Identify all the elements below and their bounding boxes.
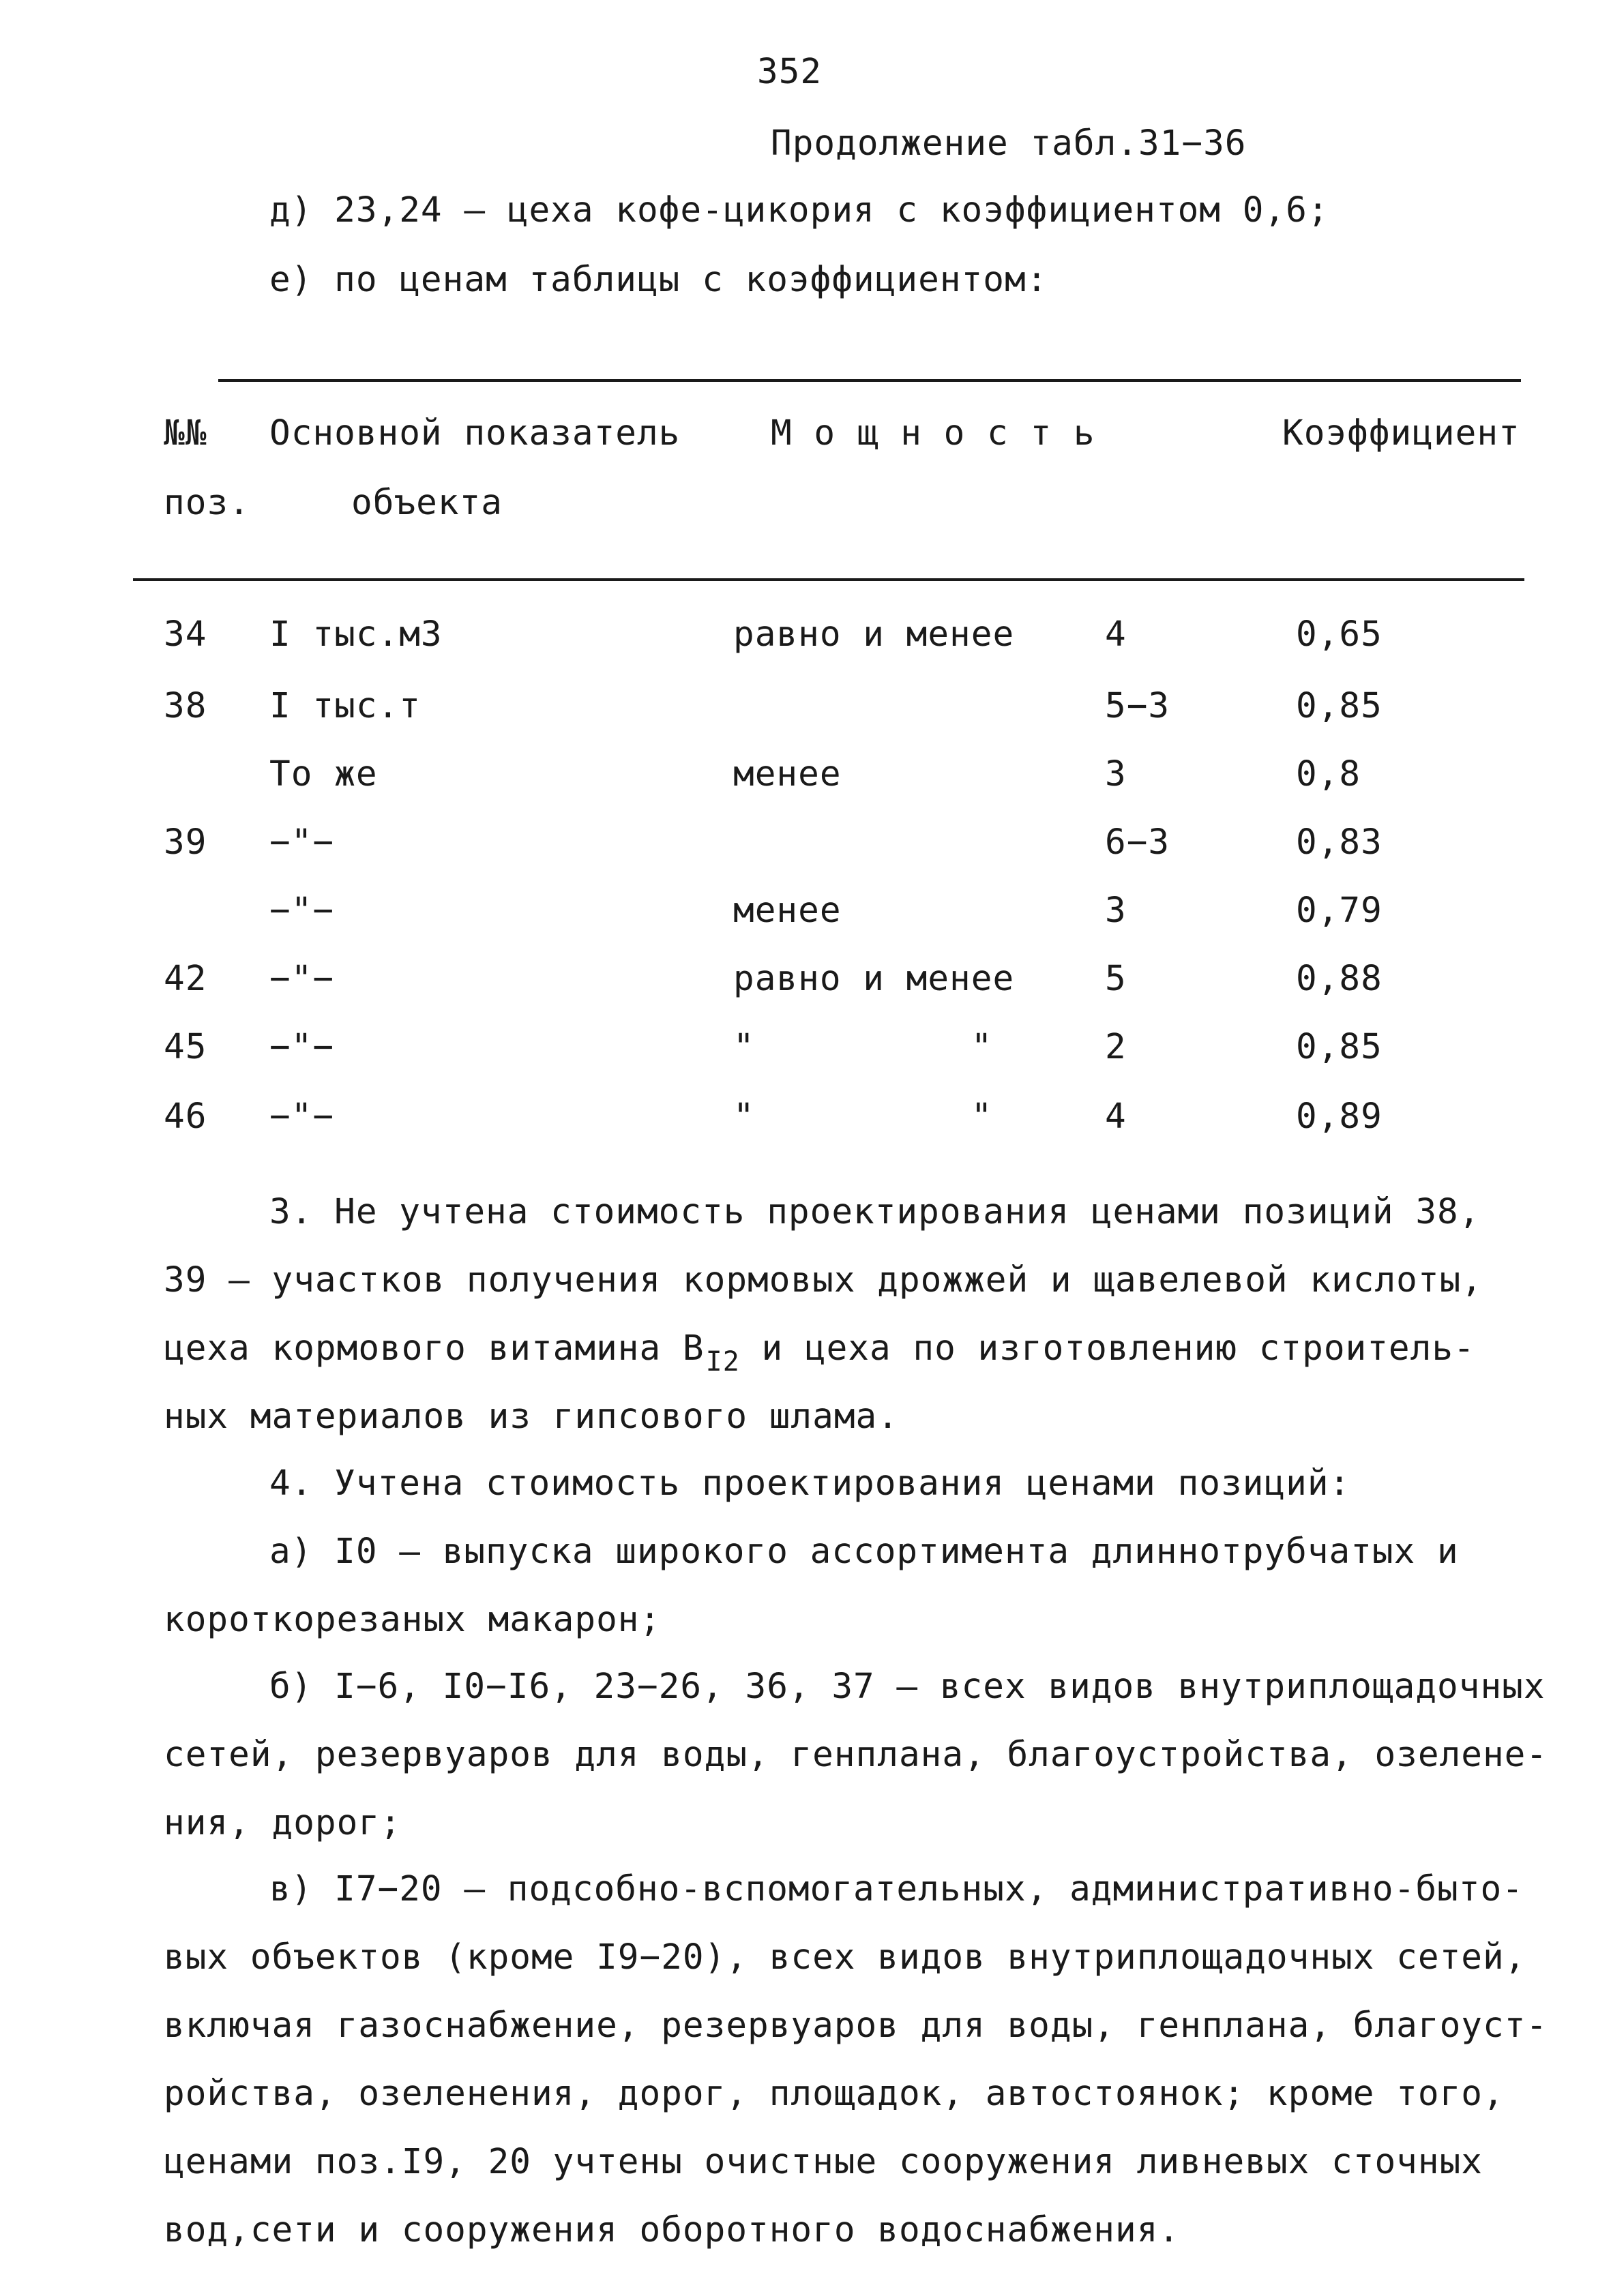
table-top-rule (218, 379, 1521, 382)
cell-pos: 34 (164, 614, 207, 655)
para3-line3 (164, 1328, 1475, 1377)
para4-a-line1: а) I0 – выпуска широкого ассортимента длиннотрубчатых и (269, 1532, 1459, 1572)
para4-c-line1: в) I7−20 – подсобно-вспомогательных, административно-быто- (269, 1869, 1524, 1909)
para3-line1: 3. Не учтена стоимость проектирования ценами позиций 38, (269, 1192, 1481, 1232)
cell-coefficient: 0,8 (1296, 754, 1361, 794)
cell-capacity-value: 5 (1105, 959, 1127, 999)
para3-line4: ных материалов из гипсового шлама. (164, 1397, 899, 1437)
cell-coefficient: 0,85 (1296, 1027, 1383, 1067)
para3-line3-rest: и цеха по изготовлению строитель- (739, 1328, 1475, 1369)
cell-condition: менее (733, 754, 842, 794)
para4-b-line1: б) I−6, I0−I6, 23−26, 36, 37 – всех видов внутриплощадочных (269, 1667, 1546, 1707)
para4-b-line3: ния, дорог; (164, 1803, 402, 1843)
table-header-rule (133, 578, 1524, 581)
cell-capacity-value: 4 (1105, 614, 1127, 655)
cell-indicator: −"− (269, 1097, 335, 1137)
cell-coefficient: 0,89 (1296, 1097, 1383, 1137)
cell-coefficient: 0,79 (1296, 891, 1383, 931)
para3-line3-text: цеха кормового витамина В (164, 1328, 705, 1369)
cell-indicator: −"− (269, 959, 335, 999)
cell-indicator: −"− (269, 822, 335, 863)
cell-capacity-value: 3 (1105, 891, 1127, 931)
para4-c-line4: ройства, озеленения, дорог, площадок, автостоянок; кроме того, (164, 2074, 1505, 2114)
page-number: 352 (757, 52, 823, 92)
cell-indicator: I тыс.т (269, 686, 421, 726)
cell-indicator: То же (269, 754, 378, 794)
para4-c-line5: ценами поз.I9, 20 учтены очистные сооружения ливневых сточных (164, 2142, 1483, 2182)
header-num-line1: №№ (164, 413, 207, 453)
header-indicator-line2: объекта (351, 483, 503, 523)
cell-indicator: −"− (269, 1027, 335, 1067)
header-capacity: М о щ н о с т ь (771, 413, 1095, 453)
header-num-line2: поз. (164, 483, 250, 523)
cell-pos: 42 (164, 959, 207, 999)
para4-a-line2: короткорезаных макарон; (164, 1600, 662, 1640)
cell-pos: 39 (164, 822, 207, 863)
para4-line1: 4. Учтена стоимость проектирования ценами позиций: (269, 1463, 1351, 1504)
para4-c-line6: вод,сети и сооружения оборотного водоснабжения. (164, 2210, 1181, 2250)
cell-condition: " " (733, 1027, 993, 1067)
para4-c-line3: включая газоснабжение, резервуаров для воды, генплана, благоуст- (164, 2006, 1548, 2046)
cell-capacity-value: 2 (1105, 1027, 1127, 1067)
cell-condition: " " (733, 1097, 993, 1137)
cell-condition: равно и менее (733, 614, 1015, 655)
cell-indicator: −"− (269, 891, 335, 931)
item-d: д) 23,24 – цеха кофе-цикория с коэффициентом 0,6; (269, 190, 1329, 230)
cell-coefficient: 0,65 (1296, 614, 1383, 655)
table-continuation-title: Продолжение табл.31−36 (771, 123, 1247, 164)
para3-line2: 39 – участков получения кормовых дрожжей и щавелевой кислоты, (164, 1260, 1483, 1300)
cell-capacity-value: 3 (1105, 754, 1127, 794)
cell-pos: 38 (164, 686, 207, 726)
vitamin-subscript: I2 (705, 1346, 740, 1377)
cell-indicator: I тыс.м3 (269, 614, 443, 655)
cell-capacity-value: 6−3 (1105, 822, 1170, 863)
item-e: е) по ценам таблицы с коэффициентом: (269, 260, 1048, 300)
cell-coefficient: 0,85 (1296, 686, 1383, 726)
cell-coefficient: 0,88 (1296, 959, 1383, 999)
para4-b-line2: сетей, резервуаров для воды, генплана, благоустройства, озелене- (164, 1735, 1548, 1775)
cell-capacity-value: 4 (1105, 1097, 1127, 1137)
header-indicator-line1: Основной показатель (269, 413, 681, 453)
header-coefficient: Коэффициент (1282, 413, 1520, 453)
cell-condition: менее (733, 891, 842, 931)
cell-pos: 46 (164, 1097, 207, 1137)
cell-condition: равно и менее (733, 959, 1015, 999)
cell-pos: 45 (164, 1027, 207, 1067)
cell-capacity-value: 5−3 (1105, 686, 1170, 726)
para4-c-line2: вых объектов (кроме I9−20), всех видов внутриплощадочных сетей, (164, 1937, 1526, 1978)
cell-coefficient: 0,83 (1296, 822, 1383, 863)
